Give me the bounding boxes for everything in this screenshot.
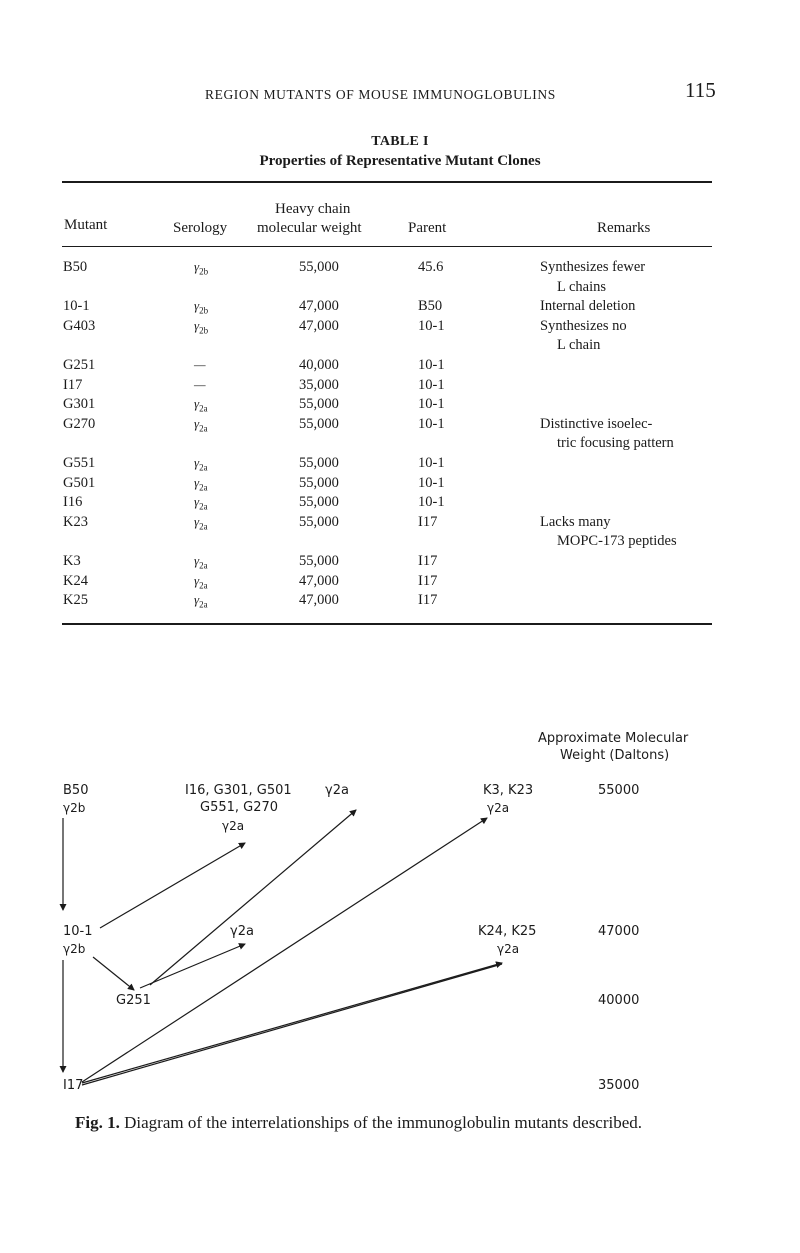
cell-mutant: B50 [63, 259, 88, 275]
node-k3-k23: K3, K23 [483, 783, 534, 798]
arrow-g251-to-gamma-mid [140, 944, 245, 988]
node-group1-line1: I16, G301, G501 [185, 783, 292, 798]
node-k3-k23-serology: γ2a [487, 801, 510, 815]
cell-parent: 10-1 [418, 494, 445, 511]
serology-symbol: — [194, 376, 206, 392]
node-k24-k25: K24, K25 [478, 924, 537, 939]
serology-symbol: — [194, 357, 206, 372]
serology-symbol: γ [194, 513, 200, 529]
cell-parent: 45.6 [418, 259, 444, 275]
cell-mutant: K3 [63, 553, 81, 569]
table-label: TABLE I [371, 134, 429, 149]
cell-parent: 10-1 [418, 376, 445, 393]
cell-remarks: MOPC-173 peptides [557, 533, 677, 550]
cell-weight: 55,000 [299, 455, 339, 471]
serology-subclass: 2a [199, 560, 208, 571]
cell-parent: 10-1 [418, 415, 445, 432]
serology-symbol: γ [194, 259, 200, 274]
arrow-10-1-to-group1 [100, 843, 245, 928]
cell-weight: 55,000 [299, 513, 339, 530]
node-group1-line2: G551, G270 [200, 800, 279, 815]
serology-symbol: γ [194, 592, 200, 608]
cell-mutant: G501 [63, 474, 96, 491]
cell-remarks: Internal deletion [540, 298, 636, 315]
serology-subclass: 2b [199, 305, 209, 316]
cell-mutant: G270 [63, 415, 96, 432]
cell-mutant: K23 [63, 513, 88, 530]
cell-parent: I17 [418, 513, 438, 530]
running-head: REGION MUTANTS OF MOUSE IMMUNOGLOBULINS [205, 87, 556, 102]
cell-parent: 10-1 [418, 357, 445, 373]
header-remarks: Remarks [597, 220, 651, 236]
cell-parent: 10-1 [418, 317, 445, 334]
arrow-10-1-to-g251 [93, 957, 134, 990]
serology-symbol: γ [194, 455, 200, 470]
cell-weight: 47,000 [299, 572, 339, 589]
serology-subclass: 2a [199, 580, 208, 591]
serology-subclass: 2a [199, 521, 208, 532]
cell-remarks: Distinctive isoelec- [540, 415, 653, 432]
cell-weight: 55,000 [299, 415, 339, 432]
serology-symbol: γ [194, 553, 200, 568]
cell-weight: 47,000 [299, 317, 339, 334]
cell-mutant: I16 [63, 494, 83, 511]
weight-label-47000: 47000 [598, 924, 640, 939]
arrow-i17-to-k3-k23 [82, 818, 487, 1082]
serology-subclass: 2a [199, 482, 208, 493]
cell-mutant: G403 [63, 317, 96, 334]
cell-parent: I17 [418, 572, 438, 589]
cell-mutant: I17 [63, 376, 83, 393]
cell-weight: 55,000 [299, 494, 339, 511]
cell-weight: 55,000 [299, 474, 339, 491]
weight-label-35000: 35000 [598, 1078, 640, 1093]
node-b50-serology: γ2b [63, 801, 86, 815]
serology-symbol: γ [194, 415, 200, 431]
cell-remarks: L chain [557, 337, 601, 354]
header-heavy-chain: Heavy chain [275, 201, 351, 217]
weight-label-55000: 55000 [598, 783, 640, 798]
node-b50: B50 [63, 783, 89, 798]
serology-subclass: 2a [199, 501, 208, 512]
serology-symbol: γ [194, 494, 200, 510]
axis-title-line-2: Weight (Daltons) [560, 748, 670, 763]
cell-mutant: G551 [63, 455, 96, 471]
cell-mutant: 10-1 [63, 298, 90, 315]
serology-symbol: γ [194, 317, 200, 333]
figure-caption-text: Diagram of the interrelationships of the immunoglobulin mutants described. [124, 1113, 643, 1132]
node-10-1-serology: γ2b [63, 942, 86, 956]
cell-mutant: K25 [63, 592, 88, 609]
arrow-i17-to-k24-k25-high [82, 963, 502, 1083]
arrow-i17-to-k24-k25-low [82, 964, 502, 1085]
cell-weight: 40,000 [299, 357, 339, 373]
cell-weight: 47,000 [299, 592, 339, 609]
cell-weight: 55,000 [299, 259, 339, 275]
header-serology: Serology [173, 220, 228, 236]
table-caption: Properties of Representative Mutant Clones [259, 153, 541, 169]
header-molecular-weight: molecular weight [257, 220, 362, 236]
cell-remarks: L chains [557, 278, 606, 295]
axis-title-line-1: Approximate Molecular [538, 731, 689, 746]
gamma-label-top: γ2a [325, 783, 349, 798]
serology-subclass: 2b [199, 266, 209, 277]
serology-subclass: 2a [199, 599, 208, 610]
cell-remarks: tric focusing pattern [557, 435, 674, 452]
cell-mutant: K24 [63, 572, 88, 589]
cell-parent: B50 [418, 298, 443, 315]
node-10-1: 10-1 [63, 924, 93, 939]
node-g251: G251 [116, 993, 151, 1008]
cell-parent: 10-1 [418, 474, 445, 491]
figure-caption-label: Fig. 1. [75, 1113, 120, 1132]
cell-parent: I17 [418, 592, 438, 609]
serology-symbol: γ [194, 298, 200, 314]
cell-weight: 35,000 [299, 376, 339, 393]
page-number: 115 [685, 78, 716, 102]
serology-symbol: γ [194, 396, 200, 412]
serology-subclass: 2a [199, 423, 208, 434]
serology-subclass: 2a [199, 403, 208, 414]
header-mutant: Mutant [64, 217, 108, 233]
serology-subclass: 2b [199, 325, 209, 336]
node-k24-k25-serology: γ2a [497, 942, 520, 956]
cell-remarks: Synthesizes no [540, 317, 627, 334]
node-i17: I17 [63, 1078, 84, 1093]
serology-symbol: γ [194, 474, 200, 490]
cell-weight: 55,000 [299, 396, 339, 413]
figure-caption [75, 1113, 642, 1133]
cell-parent: 10-1 [418, 396, 445, 413]
cell-mutant: G301 [63, 396, 96, 413]
cell-parent: I17 [418, 553, 438, 569]
cell-weight: 47,000 [299, 298, 339, 315]
header-parent: Parent [408, 220, 447, 236]
weight-label-40000: 40000 [598, 993, 640, 1008]
cell-mutant: G251 [63, 357, 96, 373]
cell-remarks: Synthesizes fewer [540, 259, 646, 275]
cell-remarks: Lacks many [540, 513, 611, 530]
serology-subclass: 2a [199, 462, 208, 473]
arrow-g251-to-gamma-top [150, 810, 356, 985]
gamma-label-mid: γ2a [230, 924, 254, 939]
node-group1-serology: γ2a [222, 819, 245, 833]
cell-parent: 10-1 [418, 455, 445, 471]
serology-symbol: γ [194, 572, 200, 588]
cell-weight: 55,000 [299, 553, 339, 569]
